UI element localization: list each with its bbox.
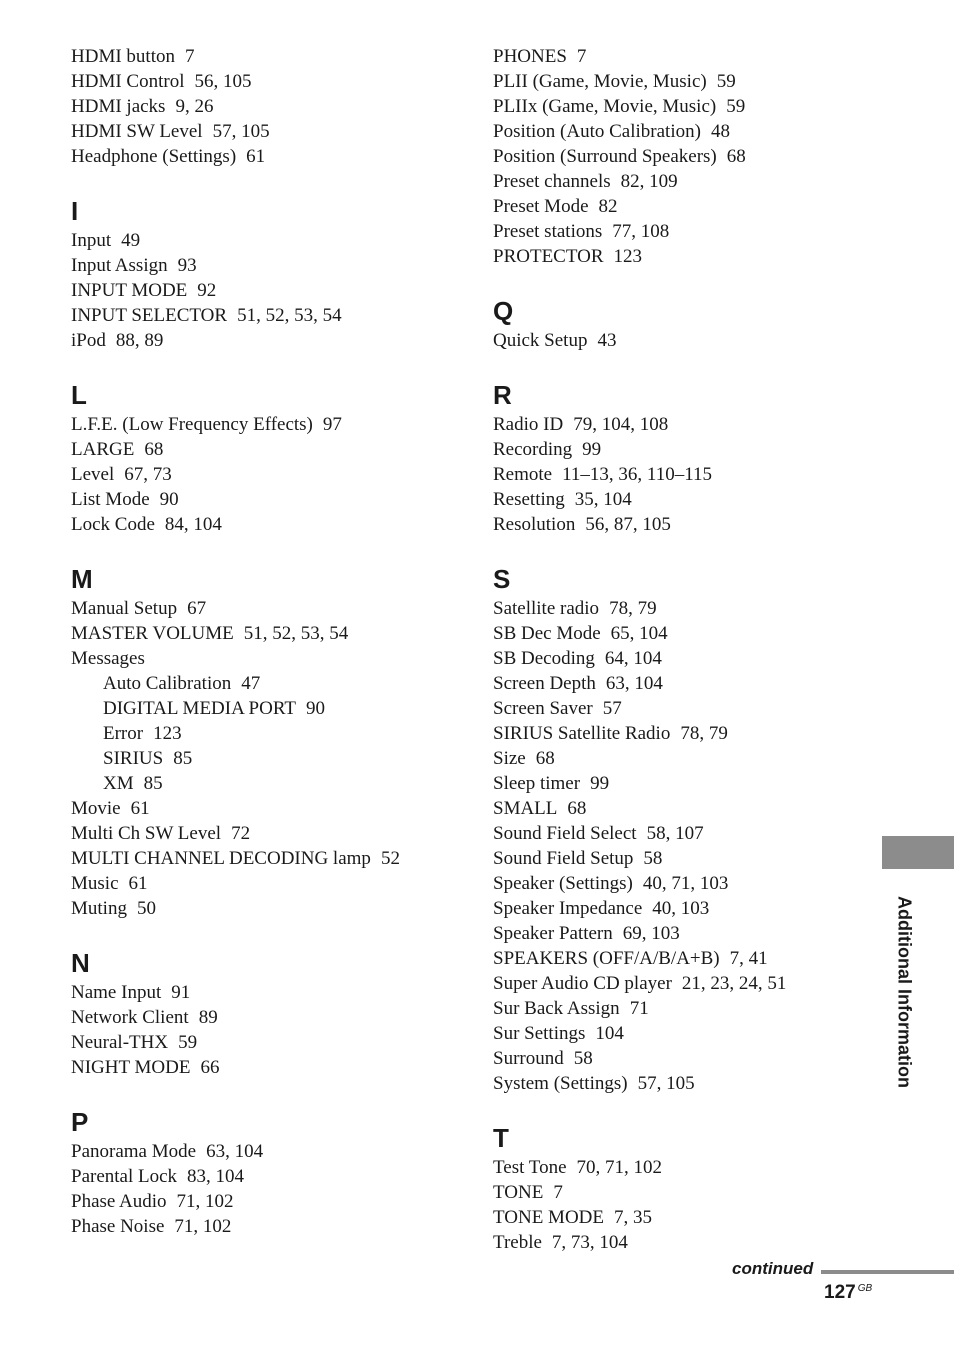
index-page-refs: 88, 89 [115, 330, 164, 351]
index-page-refs: 52 [380, 848, 400, 869]
index-page-refs: 40, 103 [652, 898, 710, 919]
index-page-refs: 82 [598, 196, 618, 217]
index-term: Messages [71, 648, 145, 669]
index-page-refs: 7, 35 [614, 1207, 653, 1228]
index-page-refs: 78, 79 [609, 598, 657, 619]
index-term: Auto Calibration [103, 673, 232, 694]
index-page-refs: 65, 104 [610, 623, 668, 644]
index-entry [493, 69, 873, 94]
index-subentry [71, 746, 471, 771]
index-entry [493, 1071, 873, 1096]
index-entry [493, 771, 873, 796]
index-page-refs: 35, 104 [574, 489, 632, 510]
index-term: Super Audio CD player [493, 973, 672, 994]
index-entry [493, 94, 873, 119]
index-term: Muting [71, 898, 127, 919]
index-term: MULTI CHANNEL DECODING lamp [71, 848, 371, 869]
index-entry [71, 846, 471, 871]
index-term: PLII (Game, Movie, Music) [493, 71, 707, 92]
index-entry [493, 512, 873, 537]
index-term: Movie [71, 798, 121, 819]
index-term: INPUT MODE [71, 280, 188, 301]
index-page-refs: 57, 105 [637, 1073, 695, 1094]
index-entry [493, 946, 873, 971]
index-term: Level [71, 464, 115, 485]
index-term: Error [103, 723, 144, 744]
index-entry [493, 596, 873, 621]
index-entry [493, 1180, 873, 1205]
index-page-refs: 85 [173, 748, 193, 769]
index-term: HDMI Control [71, 71, 185, 92]
index-entry [71, 253, 471, 278]
index-entry [493, 746, 873, 771]
index-term: Test Tone [493, 1157, 567, 1178]
index-page-refs: 69, 103 [622, 923, 680, 944]
index-entry [71, 512, 471, 537]
section-letter-heading: N [71, 948, 90, 978]
index-page-refs: 68 [535, 748, 555, 769]
index-term: Sur Back Assign [493, 998, 620, 1019]
index-subentry [71, 696, 471, 721]
index-term: Lock Code [71, 514, 155, 535]
index-term: HDMI SW Level [71, 121, 203, 142]
index-entry [493, 1021, 873, 1046]
index-term: Sound Field Setup [493, 848, 634, 869]
index-entry [71, 821, 471, 846]
index-page-refs: 68 [567, 798, 587, 819]
index-page-refs: 67, 73 [124, 464, 172, 485]
index-page-refs: 58, 107 [646, 823, 704, 844]
index-page-refs: 78, 79 [680, 723, 728, 744]
index-entry [71, 1139, 471, 1164]
index-page-refs: 97 [322, 414, 342, 435]
index-page-refs: 90 [305, 698, 325, 719]
index-page-refs: 93 [177, 255, 197, 276]
index-page-refs: 79, 104, 108 [573, 414, 669, 435]
index-entry [493, 437, 873, 462]
index-page-refs: 51, 52, 53, 54 [237, 305, 342, 326]
index-page-refs: 11–13, 36, 110–115 [562, 464, 712, 485]
index-term: Name Input [71, 982, 162, 1003]
index-page-refs: 59 [178, 1032, 198, 1053]
index-entry [71, 596, 471, 621]
index-entry [493, 796, 873, 821]
index-page-refs: 21, 23, 24, 51 [681, 973, 787, 994]
index-entry [493, 821, 873, 846]
index-entry [493, 1230, 873, 1255]
index-page-refs: 7 [576, 46, 587, 67]
index-entry [493, 621, 873, 646]
index-term: Manual Setup [71, 598, 178, 619]
index-page-refs: 58 [573, 1048, 593, 1069]
index-term: Speaker (Settings) [493, 873, 633, 894]
index-page-refs: 57 [602, 698, 622, 719]
index-term: Screen Saver [493, 698, 593, 719]
index-page-refs: 47 [241, 673, 261, 694]
index-term: Preset Mode [493, 196, 589, 217]
index-entry [493, 846, 873, 871]
index-page-refs: 72 [231, 823, 251, 844]
index-page-refs: 43 [597, 330, 617, 351]
index-page-refs: 40, 71, 103 [642, 873, 729, 894]
index-page-refs: 70, 71, 102 [576, 1157, 663, 1178]
index-page-refs: 61 [246, 146, 266, 167]
index-entry [71, 1189, 471, 1214]
index-term: L.F.E. (Low Frequency Effects) [71, 414, 313, 435]
index-entry [71, 896, 471, 921]
index-term: PLIIx (Game, Movie, Music) [493, 96, 717, 117]
index-term: Music [71, 873, 119, 894]
index-term: Input [71, 230, 112, 251]
index-subentry [71, 771, 471, 796]
index-term: Treble [493, 1232, 542, 1253]
index-entry [71, 462, 471, 487]
index-term: Sound Field Select [493, 823, 637, 844]
index-term: HDMI button [71, 46, 175, 67]
index-term: SIRIUS Satellite Radio [493, 723, 671, 744]
index-page-refs: 92 [197, 280, 217, 301]
index-term: Panorama Mode [71, 1141, 197, 1162]
index-entry [71, 437, 471, 462]
index-page-refs: 61 [128, 873, 148, 894]
index-page-refs: 56, 105 [194, 71, 252, 92]
index-term: iPod [71, 330, 106, 351]
index-entry [71, 1005, 471, 1030]
index-entry [493, 1205, 873, 1230]
index-page-refs: 104 [595, 1023, 624, 1044]
index-entry [493, 169, 873, 194]
index-term: Headphone (Settings) [71, 146, 237, 167]
index-entry [493, 328, 873, 353]
index-entry [493, 896, 873, 921]
index-term: Phase Audio [71, 1191, 167, 1212]
index-term: TONE [493, 1182, 544, 1203]
index-term: Position (Auto Calibration) [493, 121, 701, 142]
index-entry [493, 119, 873, 144]
index-term: PHONES [493, 46, 567, 67]
index-term: Input Assign [71, 255, 168, 276]
index-term: Preset channels [493, 171, 611, 192]
index-page-refs: 7 [553, 1182, 563, 1203]
index-page-refs: 57, 105 [212, 121, 270, 142]
index-term: SIRIUS [103, 748, 164, 769]
index-entry [493, 921, 873, 946]
section-letter-heading: Q [493, 296, 514, 326]
index-term: MASTER VOLUME [71, 623, 234, 644]
index-term: Surround [493, 1048, 564, 1069]
section-tab-marker [882, 836, 954, 869]
index-page-refs: 68 [726, 146, 746, 167]
index-entry [493, 696, 873, 721]
index-term: Quick Setup [493, 330, 588, 351]
index-term: SPEAKERS (OFF/A/B/A+B) [493, 948, 720, 969]
index-page-refs: 91 [171, 982, 191, 1003]
index-page-refs: 58 [643, 848, 663, 869]
index-term: List Mode [71, 489, 150, 510]
index-entry [71, 119, 471, 144]
index-page-refs: 123 [613, 246, 643, 267]
section-letter-heading: R [493, 380, 512, 410]
index-page-refs: 123 [153, 723, 182, 744]
index-entry [71, 487, 471, 512]
index-entry [71, 44, 471, 69]
section-letter-heading: P [71, 1107, 89, 1137]
section-letter-heading: I [71, 196, 79, 226]
index-term: Remote [493, 464, 553, 485]
index-term: Radio ID [493, 414, 564, 435]
index-term: Preset stations [493, 221, 603, 242]
index-term: Satellite radio [493, 598, 600, 619]
index-term: SB Decoding [493, 648, 595, 669]
index-term: XM [103, 773, 134, 794]
index-term: Parental Lock [71, 1166, 178, 1187]
index-page-refs: 83, 104 [187, 1166, 245, 1187]
page-number-value: 127 [824, 1282, 856, 1303]
index-page-refs: 89 [198, 1007, 218, 1028]
index-term: Multi Ch SW Level [71, 823, 222, 844]
index-entry [71, 278, 471, 303]
index-term: Recording [493, 439, 573, 460]
index-term: SMALL [493, 798, 558, 819]
index-term: Size [493, 748, 526, 769]
index-term: Phase Noise [71, 1216, 165, 1237]
index-term: PROTECTOR [493, 246, 604, 267]
index-term: Speaker Pattern [493, 923, 613, 944]
index-entry [493, 144, 873, 169]
index-page-refs: 56, 87, 105 [585, 514, 671, 535]
index-column-left [71, 44, 471, 1239]
index-term: System (Settings) [493, 1073, 628, 1094]
index-entry [493, 462, 873, 487]
index-term: Resolution [493, 514, 576, 535]
index-entry [71, 796, 471, 821]
index-term: SB Dec Mode [493, 623, 601, 644]
index-term: Neural-THX [71, 1032, 169, 1053]
index-entry [71, 1055, 471, 1080]
index-entry [71, 1030, 471, 1055]
index-page-refs: 67 [187, 598, 207, 619]
index-page-refs: 50 [136, 898, 156, 919]
index-term: DIGITAL MEDIA PORT [103, 698, 296, 719]
index-entry [71, 621, 471, 646]
index-page-refs: 63, 104 [206, 1141, 264, 1162]
index-page-refs: 85 [143, 773, 163, 794]
index-entry [493, 194, 873, 219]
page-number-suffix: GB [857, 1282, 873, 1294]
index-page-refs: 84, 104 [164, 514, 222, 535]
index-page-refs: 90 [159, 489, 179, 510]
index-term: NIGHT MODE [71, 1057, 191, 1078]
index-entry [493, 646, 873, 671]
index-page-refs: 66 [200, 1057, 220, 1078]
index-entry [493, 219, 873, 244]
index-page-refs: 51, 52, 53, 54 [243, 623, 349, 644]
index-page-refs: 82, 109 [620, 171, 678, 192]
section-letter-heading: L [71, 380, 87, 410]
index-entry [493, 971, 873, 996]
page-number [824, 1282, 872, 1304]
index-page-refs: 99 [590, 773, 610, 794]
index-entry [493, 487, 873, 512]
index-entry [71, 144, 471, 169]
index-page-refs: 99 [582, 439, 602, 460]
index-entry [71, 412, 471, 437]
index-term: HDMI jacks [71, 96, 166, 117]
index-page-refs: 64, 104 [604, 648, 662, 669]
index-page-refs: 68 [144, 439, 164, 460]
index-subentry [71, 671, 471, 696]
index-term: INPUT SELECTOR [71, 305, 228, 326]
section-letter-heading: S [493, 564, 511, 594]
index-page-refs: 7, 41 [729, 948, 768, 969]
index-term: LARGE [71, 439, 135, 460]
index-page-refs: 59 [726, 96, 746, 117]
index-entry [493, 412, 873, 437]
index-entry [493, 1155, 873, 1180]
index-entry [493, 244, 873, 269]
section-letter-heading: M [71, 564, 93, 594]
index-term: Sleep timer [493, 773, 581, 794]
index-entry [71, 980, 471, 1005]
index-page-refs: 77, 108 [612, 221, 670, 242]
index-entry [493, 721, 873, 746]
index-entry [493, 996, 873, 1021]
index-page-refs: 59 [716, 71, 736, 92]
index-term: TONE MODE [493, 1207, 605, 1228]
index-entry [71, 303, 471, 328]
index-page-refs: 48 [710, 121, 730, 142]
index-entry [71, 1214, 471, 1239]
index-entry [493, 871, 873, 896]
index-entry [71, 228, 471, 253]
index-entry [71, 646, 471, 671]
index-entry [71, 328, 471, 353]
continued-rule [821, 1270, 954, 1274]
index-term: Sur Settings [493, 1023, 586, 1044]
index-entry [493, 44, 873, 69]
index-page-refs: 71, 102 [174, 1216, 232, 1237]
index-subentry [71, 721, 471, 746]
index-column-right [493, 44, 873, 1255]
index-term: Network Client [71, 1007, 189, 1028]
continued-label: continued [732, 1259, 814, 1278]
index-page-refs: 61 [130, 798, 150, 819]
index-page-refs: 63, 104 [605, 673, 663, 694]
index-entry [71, 1164, 471, 1189]
section-tab-label: Additional Information [894, 896, 915, 1088]
index-term: Speaker Impedance [493, 898, 643, 919]
index-page-refs: 9, 26 [175, 96, 214, 117]
index-page-refs: 7, 73, 104 [551, 1232, 628, 1253]
index-entry [71, 871, 471, 896]
index-term: Screen Depth [493, 673, 596, 694]
index-entry [493, 671, 873, 696]
index-page-refs: 71 [629, 998, 649, 1019]
index-page-refs: 7 [184, 46, 195, 67]
index-entry [71, 69, 471, 94]
index-page-refs: 71, 102 [176, 1191, 234, 1212]
index-entry [71, 94, 471, 119]
index-term: Position (Surround Speakers) [493, 146, 717, 167]
index-entry [493, 1046, 873, 1071]
index-term: Resetting [493, 489, 565, 510]
index-page-refs: 49 [121, 230, 141, 251]
section-letter-heading: T [493, 1123, 509, 1153]
